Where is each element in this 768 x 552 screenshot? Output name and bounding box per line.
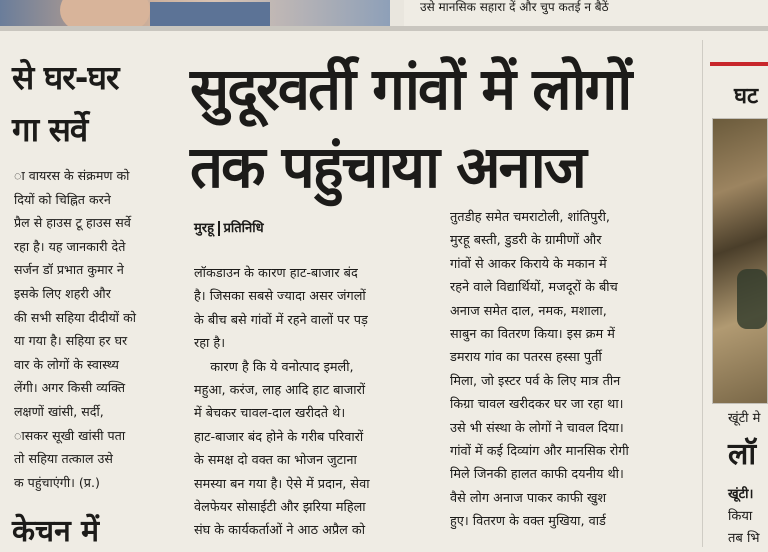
top-photo [0, 0, 390, 26]
text-line: लक्षणों खांसी, सर्दी, [14, 403, 104, 419]
text-line: इसके लिए शहरी और [14, 285, 111, 301]
text-line: संघ के कार्यकर्ताओं ने आठ अप्रैल को [194, 523, 366, 539]
left-headline-line-1: से घर-घर [12, 58, 119, 97]
text-line: प्रैल से हाउस टू हाउस सर्वे [14, 215, 131, 231]
text-line: रहने वाले विद्यार्थियों, मजदूरों के बीच [450, 280, 618, 296]
byline-place: मुरहू [194, 221, 214, 236]
text-line: मुरहू बस्ती, डुडरी के ग्रामीणों और [450, 233, 602, 249]
text-line: समस्या बन गया है। ऐसे में प्रदान, सेवा [194, 476, 370, 492]
text-line: में बेचकर चावल-दाल खरीदते थे। [194, 406, 346, 422]
byline-separator [218, 221, 220, 236]
left-article-body [14, 164, 170, 494]
text-line: कारण है कि ये वनोत्पाद इमली, [194, 359, 354, 375]
left-bottom-headline: केचन में [12, 514, 100, 549]
article-headline [190, 50, 630, 206]
photo-shape [150, 2, 270, 26]
right-headline: घट [734, 84, 759, 109]
text-line: के बीच बसे गांवों में रहने वालों पर पड़ [194, 312, 368, 328]
text-line: लॉकडाउन के कारण हाट-बाजार बंद [194, 266, 358, 281]
right-story-dateline: खूंटी। [728, 487, 754, 502]
right-story-headline: लॉ [728, 437, 757, 472]
text-line: वेलफेयर सोसाईटी और झरिया महिला [194, 500, 366, 516]
text-line: ा वायरस के संक्रमण को [14, 168, 130, 183]
text-line: मिला, जो इस्टर पर्व के लिए मात्र तीन [450, 373, 621, 389]
text-line: है। जिसका सबसे ज्यादा असर जंगलों [194, 289, 366, 305]
text-line: गांवों से आकर किराये के मकान में [450, 256, 607, 272]
text-line: हुए। वितरण के वक्त मुखिया, वार्ड [450, 514, 606, 530]
text-line: दियों को चिह्नित करने [14, 191, 111, 207]
text-line: मिले जिनकी हालत काफी दयनीय थी। [450, 467, 624, 483]
top-caption: उसे मानसिक सहारा दें और चुप कतई न बैठें [420, 0, 609, 14]
text-line: डमराय गांव का पतरस हस्सा पुर्ती [450, 350, 602, 366]
text-line: तो सहिया तत्काल उसे [14, 451, 113, 467]
article-column-1 [194, 262, 430, 543]
right-photo [712, 118, 768, 404]
photo-shape [60, 0, 150, 26]
photo-shape [737, 269, 767, 329]
text-line: वार के लोगों के स्वास्थ्य [14, 356, 119, 372]
section-accent-bar [710, 62, 768, 66]
text-line: की सभी सहिया दीदीयों को [14, 309, 137, 325]
text-line: के समक्ष दो वक्त का भोजन जुटाना [194, 453, 357, 469]
article-column-2 [450, 206, 688, 534]
text-line: या गया है। सहिया हर घर [14, 333, 128, 349]
byline [194, 218, 264, 236]
text-line: सर्जन डॉ प्रभात कुमार ने [14, 262, 124, 278]
headline-line-1: सुदूरवर्ती गांवों में लोगों [190, 55, 631, 123]
divider [0, 26, 768, 31]
text-line: उसे भी संस्था के लोगों ने चावल दिया। [450, 420, 624, 436]
text-line: तुतडीह समेत चमराटोली, शांतिपुरी, [450, 210, 611, 225]
byline-role: प्रतिनिधि [223, 221, 264, 236]
text-line: क पहुंचाएंगी। (प्र.) [14, 474, 100, 490]
left-headline-line-2: गा सर्वे [12, 110, 88, 149]
text-line: लेंगी। अगर किसी व्यक्ति [14, 380, 126, 396]
text-line: रहा है। यह जानकारी देते [14, 238, 126, 254]
headline-line-2: तक पहुंचाया अनाज [190, 133, 585, 201]
text-line: हाट-बाजार बंद होने के गरीब परिवारों [194, 429, 364, 445]
text-line: अनाज समेत दाल, नमक, मशाला, [450, 303, 607, 319]
text-line: किया [728, 509, 753, 524]
column-divider [702, 40, 703, 547]
text-line: साबुन का वितरण किया। इस क्रम में [450, 327, 615, 343]
text-line: गांवों में कई दिव्यांग और मानसिक रोगी [450, 444, 629, 460]
text-line: महुआ, करंज, लाह आदि हाट बाजारों [194, 383, 366, 399]
gutter [390, 0, 404, 26]
text-line: ासकर सूखी खांसी पता [14, 427, 126, 443]
text-line: रहा है। [194, 336, 226, 352]
text-line: वैसे लोग अनाज पाकर काफी खुश [450, 490, 607, 506]
text-line: किग्रा चावल खरीदकर घर जा रहा था। [450, 397, 624, 413]
text-line: तब भि [728, 531, 760, 546]
right-photo-caption: खूंटी मे [728, 411, 761, 426]
